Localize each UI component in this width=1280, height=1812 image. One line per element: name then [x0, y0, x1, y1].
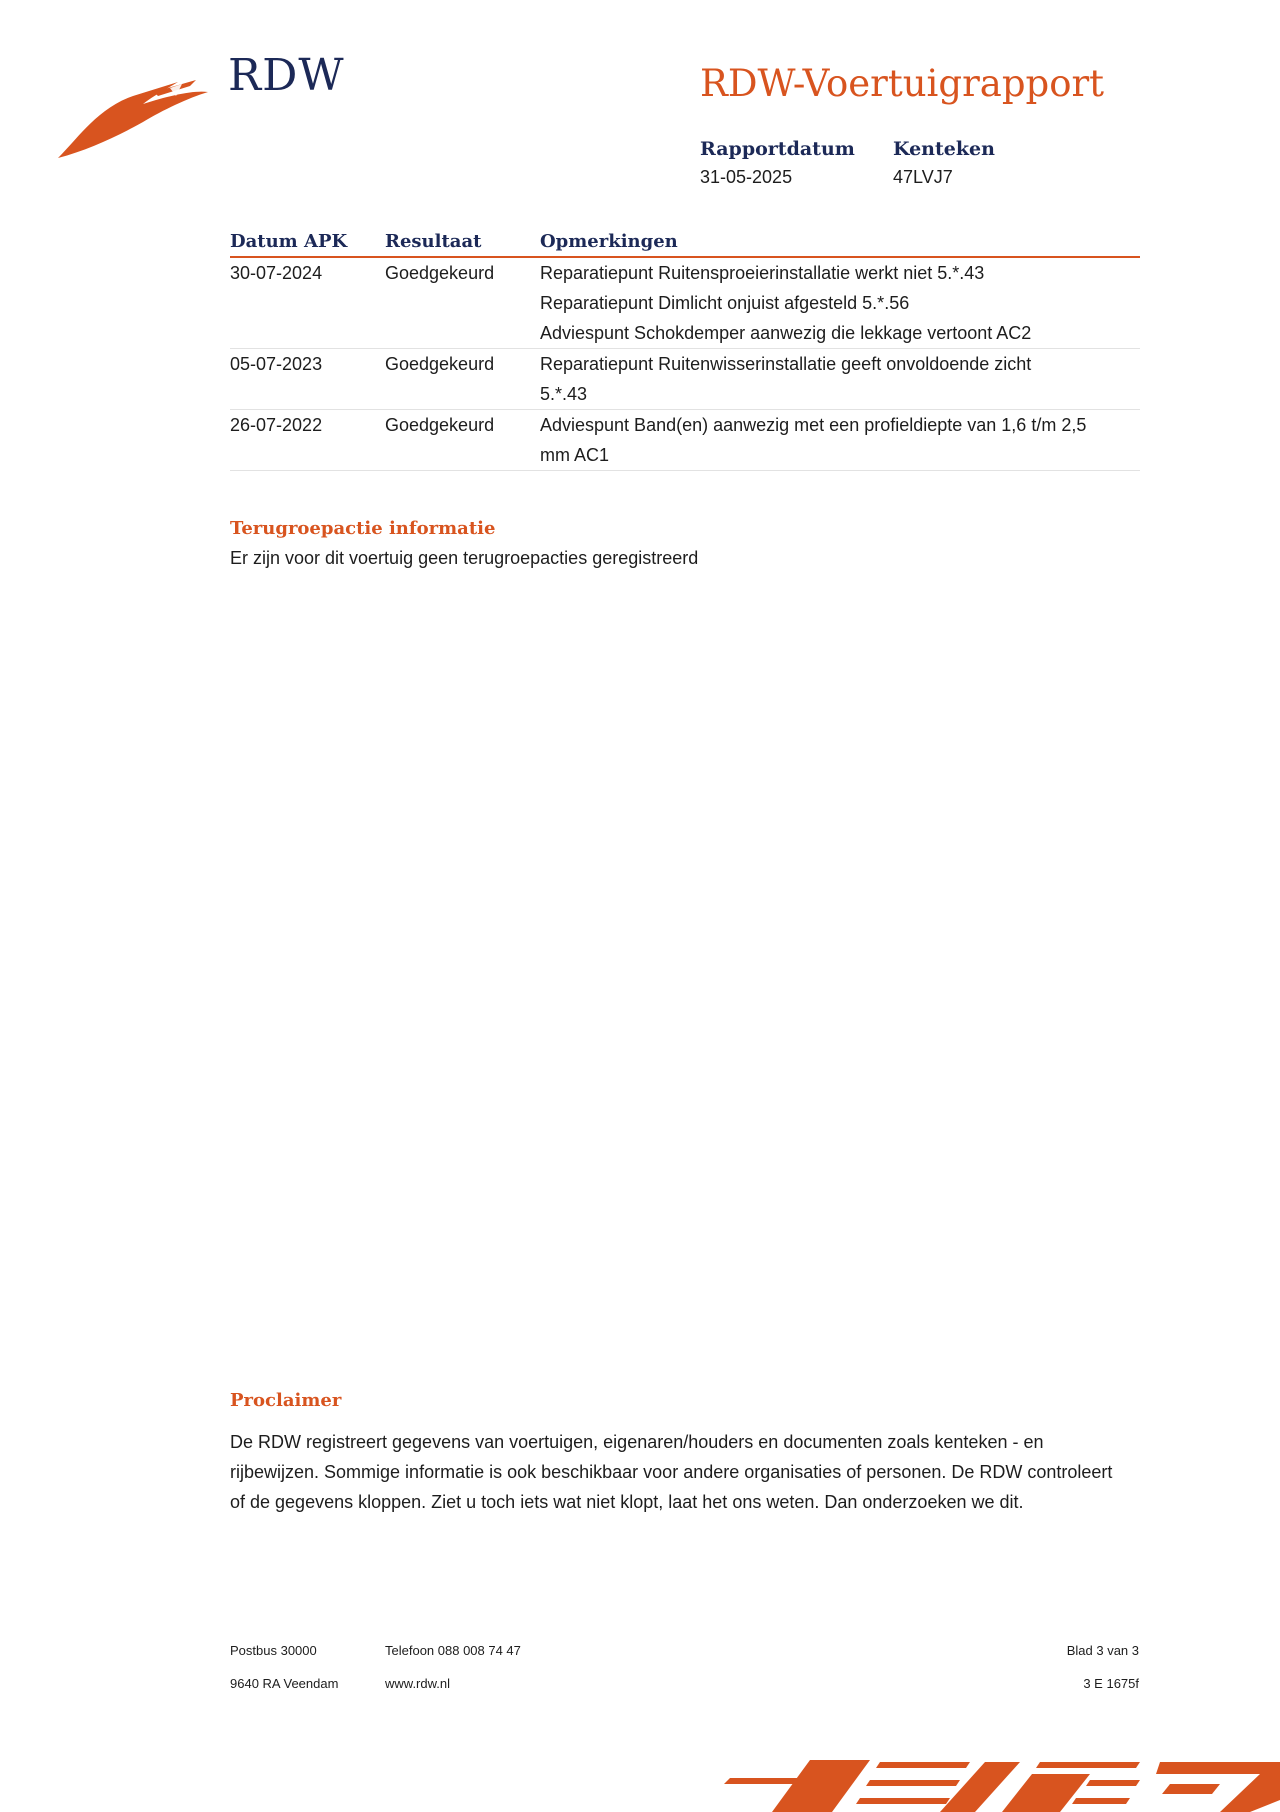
- apk-table-header: [230, 226, 1140, 257]
- footer-phone: Telefoon 088 008 74 47: [385, 1643, 521, 1658]
- table-row: [230, 257, 1140, 349]
- apk-remarks: [540, 257, 1140, 349]
- plate-label: Kenteken: [893, 138, 995, 160]
- remark-line: Adviespunt Band(en) aanwezig met een profieldiepte van 1,6 t/m 2,5 mm AC1: [540, 415, 1087, 465]
- apk-date: 05-07-2023: [230, 349, 385, 410]
- recall-title: Terugroepactie informatie: [230, 518, 496, 539]
- decorative-stripes-icon: [720, 1740, 1280, 1812]
- page-title: RDW-Voertuigrapport: [700, 62, 1105, 105]
- footer-postbus: Postbus 30000: [230, 1643, 317, 1658]
- proclaimer-text: De RDW registreert gegevens van voertuigen, eigenaren/houders en documenten zoals kenteken - en rijbewijzen. Sommige informatie is ook beschikbaar voor andere organisaties of personen. De RDW controleert of de gegevens kloppen. Ziet u toch iets wat niet klopt, laat het ons weten. Dan onderzoeken we dit.: [230, 1432, 1113, 1512]
- plate-value: 47LVJ7: [893, 167, 953, 187]
- footer-page-number: Blad 3 van 3: [1066, 1643, 1139, 1658]
- apk-result: Goedgekeurd: [385, 257, 540, 349]
- footer-city: 9640 RA Veendam: [230, 1676, 339, 1691]
- rdw-logo-text: RDW: [228, 50, 345, 101]
- column-header-result: Resultaat: [385, 226, 540, 257]
- apk-result: Goedgekeurd: [385, 349, 540, 410]
- footer-document-code: 3 E 1675f: [1083, 1676, 1139, 1691]
- apk-remarks: [540, 349, 1140, 410]
- apk-remarks: [540, 410, 1140, 471]
- table-row: [230, 349, 1140, 410]
- footer-website-link[interactable]: www.rdw.nl: [385, 1676, 451, 1691]
- proclaimer-title: Proclaimer: [230, 1390, 342, 1411]
- remark-line: Reparatiepunt Dimlicht onjuist afgesteld 5.*.56: [540, 293, 910, 313]
- column-header-date: Datum APK: [230, 226, 385, 257]
- recall-text: Er zijn voor dit voertuig geen terugroepacties geregistreerd: [230, 548, 699, 568]
- apk-date: 30-07-2024: [230, 257, 385, 349]
- report-date-label: Rapportdatum: [700, 138, 855, 160]
- column-header-remarks: Opmerkingen: [540, 226, 1140, 257]
- apk-date: 26-07-2022: [230, 410, 385, 471]
- table-row: [230, 410, 1140, 471]
- rdw-logo-icon: [58, 78, 208, 162]
- apk-table: [230, 226, 1140, 471]
- remark-line: Adviespunt Schokdemper aanwezig die lekkage vertoont AC2: [540, 323, 1032, 343]
- apk-result: Goedgekeurd: [385, 410, 540, 471]
- remark-line: Reparatiepunt Ruitensproeierinstallatie werkt niet 5.*.43: [540, 263, 985, 283]
- remark-line: Reparatiepunt Ruitenwisserinstallatie geeft onvoldoende zicht 5.*.43: [540, 354, 1032, 404]
- report-date-value: 31-05-2025: [700, 167, 793, 187]
